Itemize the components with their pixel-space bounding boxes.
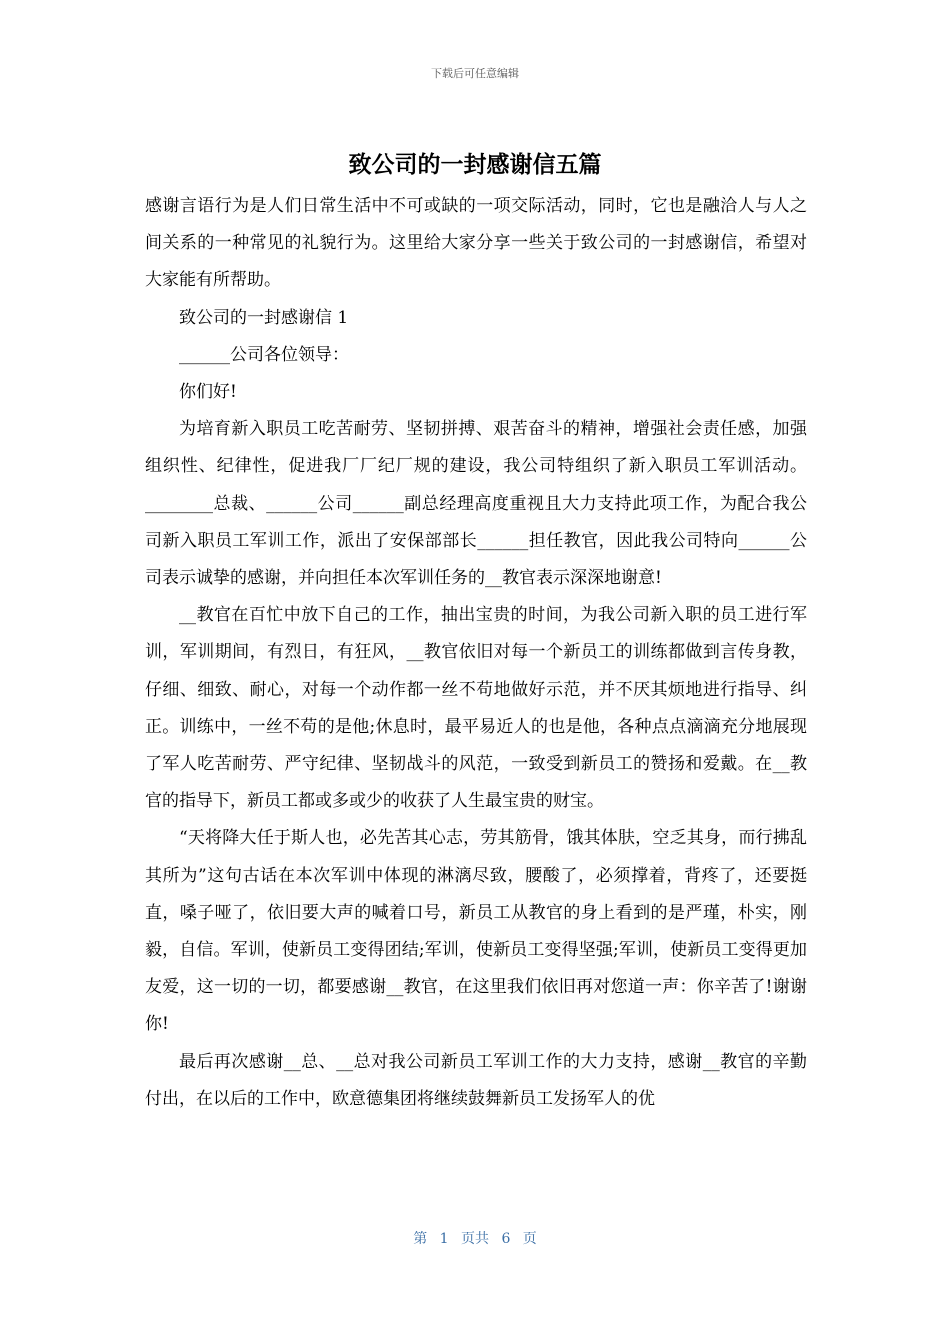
intro-paragraph: 感谢言语行为是人们日常生活中不可或缺的一项交际活动，同时，它也是融洽人与人之间关系的一种常见的礼貌行为。这里给大家分享一些关于致公司的一封感谢信，希望对大家能有所帮助。 <box>145 196 807 291</box>
document-title: 致公司的一封感谢信五篇 <box>348 152 602 178</box>
salutation: ______公司各位领导： <box>179 344 349 365</box>
greeting: 你们好! <box>179 382 237 403</box>
paragraph-2: __教官在百忙中放下自己的工作，抽出宝贵的时间，为我公司新入职的员工进行军训，军训期间，有烈日，有狂风，__教官依旧对每一个新员工的训练都做到言传身教，仔细、细致、耐心，对每一个动作都一丝不苟地做好示范，并不厌其烦地进行指导、纠正。训练中，一丝不苟的是他;休息时，最平易近人的也是他，各种点点滴滴充分地展现了军人吃苦耐劳、严守纪律、坚韧战斗的风范，一致受到新员工的赞扬和爱戴。在__教官的指导下，新员工都或多或少的收获了人生最宝贵的财宝。 <box>145 605 807 812</box>
page-footer: 第 1 页共 6 页 <box>413 1231 537 1247</box>
paragraph-4: 最后再次感谢__总、__总对我公司新员工军训工作的大力支持，感谢__教官的辛勤付出，在以后的工作中，欧意德集团将继续鼓舞新员工发扬军人的优 <box>145 1051 807 1109</box>
paragraph-3: “天将降大任于斯人也，必先苦其心志，劳其筋骨，饿其体肤，空乏其身，而行拂乱其所为”这句古话在本次军训中体现的淋漓尽致，腰酸了，必须撑着，背疼了，还要挺直，嗓子哑了，依旧要大声的喊着口号，新员工从教官的身上看到的是严瑾，朴实，刚毅，自信。军训，使新员工变得团结;军训，使新员工变得坚强;军训，使新员工变得更加友爱，这一切的一切，都要感谢__教官，在这里我们依旧再对您道一声：你辛苦了!谢谢你! <box>145 828 807 1035</box>
letter-subtitle: 致公司的一封感谢信 1 <box>179 307 349 328</box>
header-note: 下载后可任意编辑 <box>431 67 519 80</box>
paragraph-1: 为培育新入职员工吃苦耐劳、坚韧拼搏、艰苦奋斗的精神，增强社会责任感，加强组织性、纪律性，促进我厂厂纪厂规的建设，我公司特组织了新入职员工军训活动。________总裁、______公司______副总经理高度重视且大力支持此项工作，为配合我公司新入职员工军训工作，派出了安保部部长______担任教官，因此我公司特向______公司表示诚挚的感谢，并向担任本次军训任务的__教官表示深深地谢意! <box>145 419 807 589</box>
document-body <box>145 188 807 1118</box>
